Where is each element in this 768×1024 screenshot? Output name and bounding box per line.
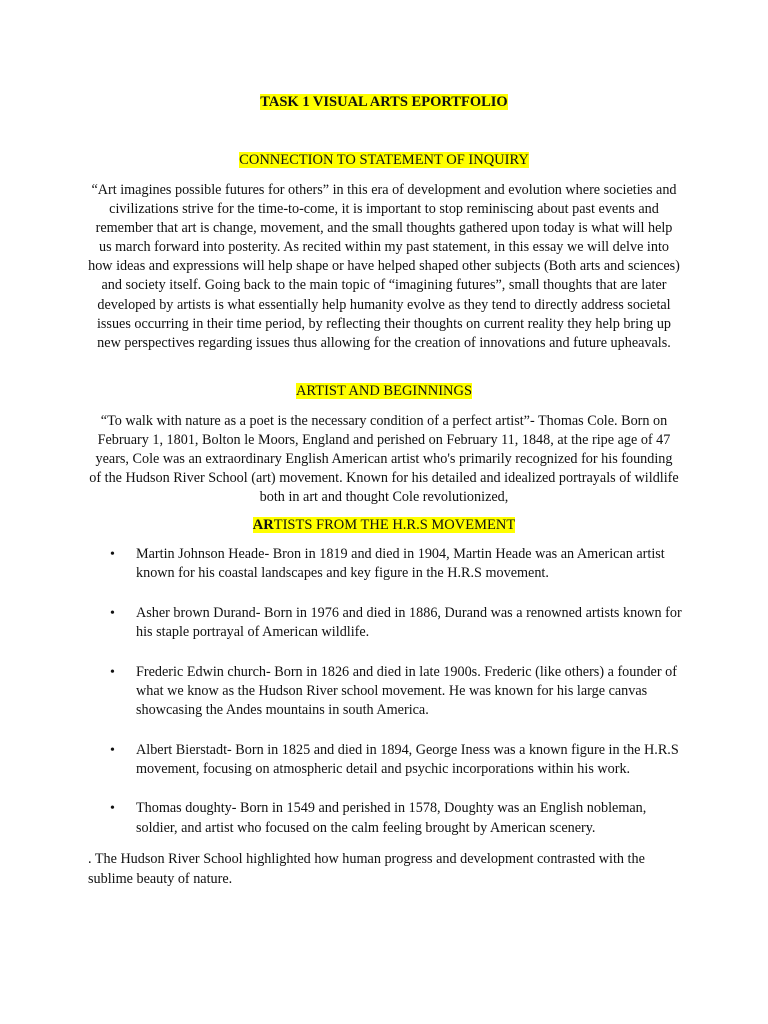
closing-paragraph: . The Hudson River School highlighted how human progress and development contrasted with the sublime beauty of nature.	[88, 851, 645, 887]
list-item-text: Thomas doughty- Born in 1549 and perished in 1578, Doughty was an English nobleman, soldier, and artist who focused on the calm feeling brought by American scenery.	[136, 800, 647, 836]
section-heading-hrs-artists-text	[253, 517, 515, 533]
list-item-text: Asher brown Durand- Born in 1976 and died in 1886, Durand was a renowned artists known for his staple portrayal of American wildlife.	[136, 604, 682, 641]
bullet-icon: •	[110, 664, 115, 680]
list-item	[88, 741, 688, 780]
section-heading-hrs-artists	[0, 516, 768, 535]
list-item	[88, 799, 688, 838]
bullet-icon: •	[110, 801, 115, 817]
list-item-text: Albert Bierstadt- Born in 1825 and died in 1894, George Iness was a known figure in the H.R.S movement, focusing on atmospheric detail and psychic incorporations within his work.	[136, 741, 679, 777]
paragraph-inquiry: “Art imagines possible futures for others” in this era of development and evolution where societies and civilizations strive for the time-to-come, it is important to stop reminiscing about past events and remember that art is change, movement, and the small thoughts gathered upon today is what will help us march forward into posterity. As recited within my past statement, in this essay we will delve into how ideas and expressions will help shape or have helped shaped other subjects (Both arts and sciences) and society itself. Going back to the main topic of “imagining futures”, small thoughts that are later developed by artists is what essentially help humanity evolve as they tend to directly address societal issues occurring in their time period, by reflecting their thoughts on current reality they help bring up new perspectives regarding issues thus allowing for the creation of innovations and future upheavals.	[88, 182, 680, 351]
section-heading-bold-part: AR	[252, 517, 274, 533]
list-item-text: Frederic Edwin church- Born in 1826 and died in late 1900s. Frederic (like others) a founder of what we know as the Hudson River school movement. He was known for his large canvas showcasing the Andes mountains in south America.	[136, 663, 677, 719]
bullet-icon: •	[110, 605, 115, 621]
document-title-text: TASK 1 VISUAL ARTS EPORTFOLIO	[260, 94, 508, 110]
document-title	[0, 93, 768, 112]
section-heading-rest-part: TISTS FROM THE H.R.S MOVEMENT	[273, 517, 516, 533]
list-item	[88, 604, 688, 643]
bullet-icon: •	[110, 547, 115, 562]
section-heading-inquiry-text: CONNECTION TO STATEMENT OF INQUIRY	[239, 152, 529, 168]
section-heading-artist-text: ARTIST AND BEGINNINGS	[295, 383, 473, 399]
section-heading-artist	[0, 382, 768, 401]
paragraph-artist: “To walk with nature as a poet is the necessary condition of a perfect artist”- Thomas Cole. Born on February 1, 1801, Bolton le Moors, England and perished on February 11, 1848, at the ripe age of 47 years, Cole was an extraordinary English American artist who's primarily recognized for his founding of the Hudson River School (art) movement. Known for his detailed and idealized portrayals of wildlife both in art and thought Cole revolutionized,	[89, 413, 679, 506]
bullet-icon: •	[110, 742, 115, 758]
list-item	[88, 545, 688, 584]
section-heading-inquiry	[0, 151, 768, 170]
artist-list	[88, 545, 688, 858]
list-item-text: Martin Johnson Heade- Bron in 1819 and died in 1904, Martin Heade was an American artist known for his coastal landscapes and key figure in the H.R.S movement.	[136, 546, 665, 582]
list-item	[88, 663, 688, 721]
